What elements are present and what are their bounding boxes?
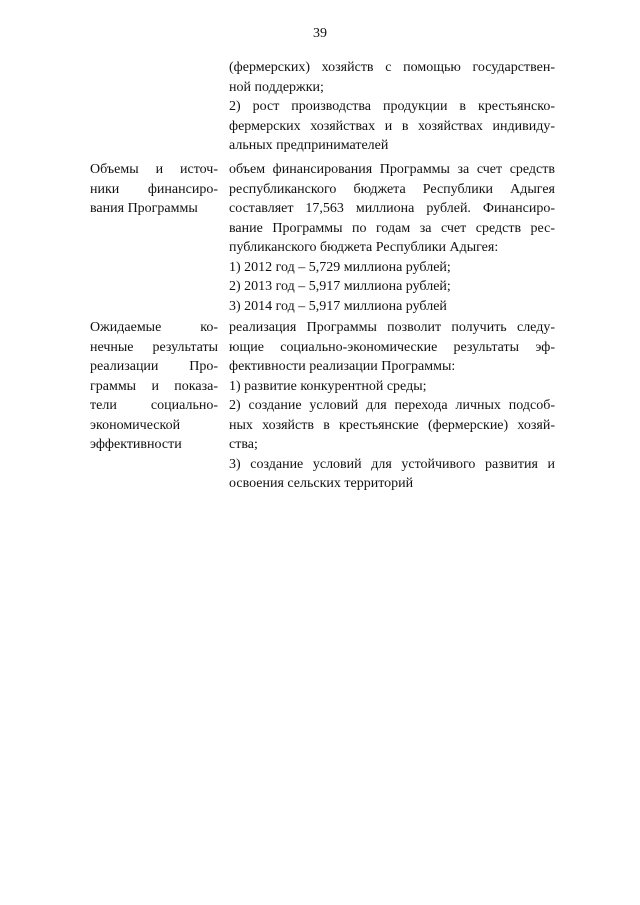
text-line: 2) создание условий для перехода личных подсоб-: [229, 398, 555, 413]
label-line: тели социально-: [90, 398, 218, 413]
text-line: 3) создание условий для устойчивого развития и: [229, 456, 555, 472]
label-line: граммы и показа-: [90, 378, 218, 394]
text-line: ства;: [229, 437, 258, 452]
continuation-text: [229, 58, 555, 156]
label-line: Объемы и источ-: [90, 162, 218, 177]
label-line: реализации Про-: [90, 359, 218, 374]
label-line: Ожидаемые ко-: [90, 320, 218, 335]
label-line: эффективности: [90, 437, 182, 452]
text-line: фермерских хозяйствах и в хозяйствах индивиду-: [229, 118, 555, 134]
text-line: составляет 17,563 миллиона рублей. Финансиро-: [229, 201, 555, 216]
text-line: публиканского бюджета Республики Адыгея:: [229, 240, 499, 255]
text-line: объем финансирования Программы за счет средств: [229, 162, 555, 177]
text-line: реализация Программы позволит получить следу-: [229, 320, 555, 335]
text-line: 1) развитие конкурентной среды;: [229, 378, 427, 394]
funding-content: [229, 160, 555, 316]
results-content: [229, 318, 555, 494]
text-line: 2) рост производства продукции в крестьянско-: [229, 99, 555, 114]
funding-label: [90, 160, 218, 219]
text-line: 2) 2013 год – 5,917 миллиона рублей;: [229, 279, 451, 294]
text-line: ных хозяйств в крестьянские (фермерские) хозяй-: [229, 417, 555, 433]
text-line: фективности реализации Программы:: [229, 359, 456, 374]
label-line: экономической: [90, 417, 181, 433]
text-line: республиканского бюджета Республики Адыгея: [229, 181, 555, 197]
results-label: [90, 318, 218, 455]
text-line: (фермерских) хозяйств с помощью государствен-: [229, 60, 555, 75]
text-line: освоения сельских территорий: [229, 476, 414, 491]
text-line: 1) 2012 год – 5,729 миллиона рублей;: [229, 259, 451, 275]
page-number: 39: [313, 26, 327, 41]
text-line: альных предпринимателей: [229, 138, 389, 153]
text-line: 3) 2014 год – 5,917 миллиона рублей: [229, 298, 447, 314]
label-line: ники финансиро-: [90, 181, 218, 197]
label-line: нечные результаты: [90, 339, 218, 355]
label-line: вания Программы: [90, 201, 198, 216]
text-line: ющие социально-экономические результаты эф-: [229, 339, 555, 355]
text-line: ной поддержки;: [229, 79, 324, 95]
text-line: вание Программы по годам за счет средств рес-: [229, 220, 555, 236]
